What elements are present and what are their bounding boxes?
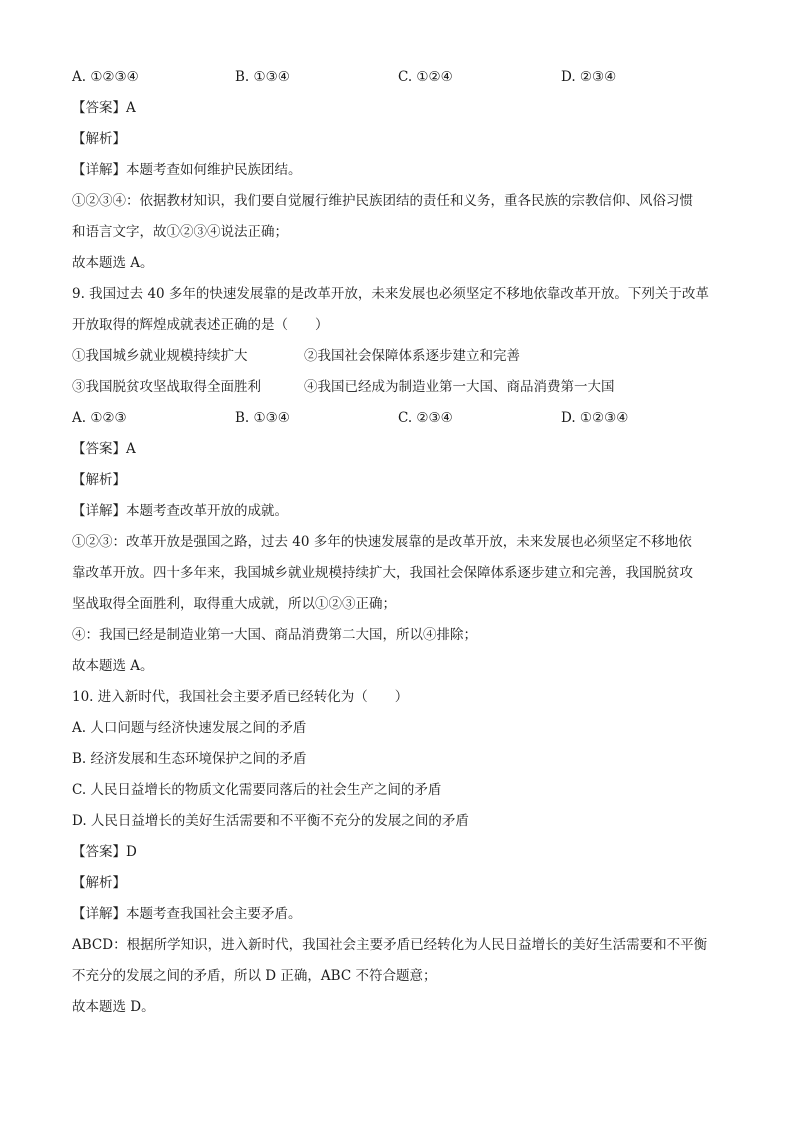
q10-explanation-line-1: ABCD：根据所学知识，进入新时代，我国社会主要矛盾已经转化为人民日益增长的美好生活需要和不平衡 (72, 937, 708, 953)
q8-conclusion: 故本题选 A。 (72, 255, 154, 271)
q8-explanation-line-2: 和语言文字，故①②③④说法正确； (72, 224, 288, 240)
q9-option-d: D. ①②③④ (561, 410, 629, 426)
q10-conclusion: 故本题选 D。 (72, 999, 155, 1015)
q9-conclusion: 故本题选 A。 (72, 658, 154, 674)
q8-option-b: B. ①③④ (235, 69, 290, 85)
document-page (72, 62, 724, 1023)
q8-analysis-heading: 【解析】 (72, 131, 126, 147)
q9-stem-line-2: 开放取得的辉煌成就表述正确的是（ ） (72, 317, 329, 333)
q9-explanation-line-1: ①②③：改革开放是强国之路，过去 40 多年的快速发展靠的是改革开放，未来发展也必须坚定不移地依 (72, 534, 692, 550)
q9-item-3: ③我国脱贫攻坚战取得全面胜利 (72, 379, 261, 395)
q10-explanation-line-2: 不充分的发展之间的矛盾，所以 D 正确，ABC 不符合题意； (72, 968, 437, 984)
q9-stem-line-1: 9. 我国过去 40 多年的快速发展靠的是改革开放，未来发展也必须坚定不移地依靠改革开放。下列关于改革 (72, 286, 709, 302)
q9-item-4: ④我国已经成为制造业第一大国、商品消费第一大国 (304, 379, 615, 395)
q8-option-d: D. ②③④ (561, 69, 617, 85)
q9-explanation-line-4: ④：我国已经是制造业第一大国、商品消费第二大国，所以④排除； (72, 627, 477, 643)
q8-detail: 【详解】本题考查如何维护民族团结。 (72, 162, 302, 178)
q10-option-a: A. 人口问题与经济快速发展之间的矛盾 (72, 720, 307, 736)
q10-detail: 【详解】本题考查我国社会主要矛盾。 (72, 906, 302, 922)
q9-items-row-1 (72, 341, 724, 372)
q9-option-b: B. ①③④ (235, 410, 290, 426)
q9-explanation-line-2: 靠改革开放。四十多年来，我国城乡就业规模持续扩大，我国社会保障体系逐步建立和完善，我国脱贫攻 (72, 565, 693, 581)
q10-stem: 10. 进入新时代，我国社会主要矛盾已经转化为（ ） (72, 689, 409, 705)
q9-analysis-heading: 【解析】 (72, 472, 126, 488)
q9-option-c: C. ②③④ (398, 410, 453, 426)
q9-items-row-2 (72, 372, 724, 403)
q9-option-a: A. ①②③ (72, 410, 127, 426)
q10-option-b: B. 经济发展和生态环境保护之间的矛盾 (72, 751, 307, 767)
q9-item-1: ①我国城乡就业规模持续扩大 (72, 348, 248, 364)
q8-option-a: A. ①②③④ (72, 69, 139, 85)
q9-item-2: ②我国社会保障体系逐步建立和完善 (304, 348, 520, 364)
q8-answer: 【答案】A (72, 100, 136, 116)
q8-explanation-line-1: ①②③④：依据教材知识，我们要自觉履行维护民族团结的责任和义务，重各民族的宗教信仰、风俗习惯 (72, 193, 693, 209)
q9-answer: 【答案】A (72, 441, 136, 457)
q9-options (72, 403, 724, 434)
q10-analysis-heading: 【解析】 (72, 875, 126, 891)
q9-detail: 【详解】本题考查改革开放的成就。 (72, 503, 288, 519)
q9-explanation-line-3: 坚战取得全面胜利，取得重大成就，所以①②③正确； (72, 596, 396, 612)
q8-option-c: C. ①②④ (398, 69, 453, 85)
q10-answer: 【答案】D (72, 844, 137, 860)
q10-option-c: C. 人民日益增长的物质文化需要同落后的社会生产之间的矛盾 (72, 782, 442, 798)
q10-option-d: D. 人民日益增长的美好生活需要和不平衡不充分的发展之间的矛盾 (72, 813, 469, 829)
q8-options (72, 62, 724, 93)
